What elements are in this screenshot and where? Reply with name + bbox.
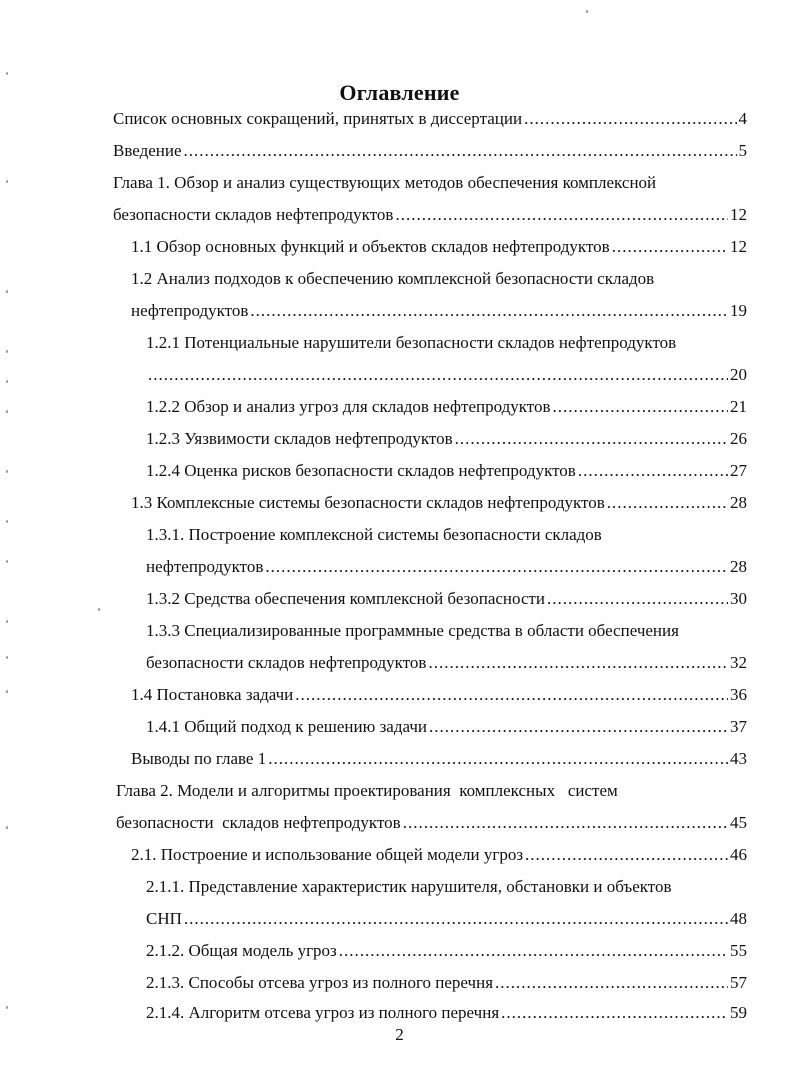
- toc-leader-dots: [501, 1002, 728, 1024]
- toc-leader-dots: [148, 364, 728, 386]
- toc-leader-dots: [428, 652, 728, 674]
- toc-entry: [131, 268, 747, 290]
- toc-entry-text: Список основных сокращений, принятых в диссертации: [113, 109, 523, 128]
- toc-entry-text: 2.1.4. Алгоритм отсева угроз из полного перечня: [146, 1003, 500, 1022]
- toc-entry-page: 27: [730, 461, 747, 480]
- toc-entry-page: 21: [730, 397, 747, 416]
- toc-entry-page: 48: [730, 909, 747, 928]
- scan-speck: [6, 410, 8, 413]
- toc-leader-dots: [429, 716, 728, 738]
- toc-entry: [146, 364, 747, 386]
- toc-entry-page: 43: [730, 749, 747, 768]
- toc-entry-page: 30: [730, 589, 747, 608]
- toc-leader-dots: [184, 140, 737, 162]
- toc-entry-page: 32: [730, 653, 747, 672]
- toc-leader-dots: [578, 460, 728, 482]
- toc-entry: [113, 140, 747, 162]
- toc-entry: [131, 844, 747, 866]
- toc-entry-text: 1.2 Анализ подходов к обеспечению комплексной безопасности складов: [131, 269, 655, 288]
- page-number: 2: [395, 1025, 404, 1044]
- toc-entry-text: 2.1.3. Способы отсева угроз из полного перечня: [146, 973, 494, 992]
- scan-speck: [98, 608, 100, 611]
- toc-leader-dots: [295, 684, 728, 706]
- toc-entry-text: 1.3.1. Построение комплексной системы безопасности складов: [146, 525, 602, 544]
- toc-leader-dots: [184, 908, 728, 930]
- toc-leader-dots: [524, 108, 736, 130]
- toc-entry: [146, 396, 747, 418]
- scan-speck: [6, 72, 8, 75]
- toc-entry: [146, 940, 747, 962]
- toc-entry: [116, 812, 747, 834]
- toc-leader-dots: [525, 844, 728, 866]
- toc-entry-text: Введение: [113, 141, 182, 160]
- toc-leader-dots: [547, 588, 728, 610]
- toc-entry-page: 36: [730, 685, 747, 704]
- toc-entry-page: 20: [730, 365, 747, 384]
- toc-entry-page: 12: [730, 237, 747, 256]
- toc-leader-dots: [455, 428, 728, 450]
- toc-entry-text: Выводы по главе 1: [131, 749, 267, 768]
- toc-entry-text: СНП: [146, 909, 182, 928]
- toc-entry-text: безопасности складов нефтепродуктов: [146, 653, 427, 672]
- toc-leader-dots: [607, 492, 728, 514]
- toc-entry: [146, 908, 747, 930]
- toc-entry: [146, 524, 747, 546]
- scan-speck: [6, 520, 8, 523]
- scan-speck: [6, 1006, 8, 1009]
- scan-speck: [6, 690, 8, 693]
- toc-leader-dots: [553, 396, 728, 418]
- scan-speck: [6, 620, 8, 623]
- toc-entry-text: 1.3.2 Средства обеспечения комплексной безопасности: [146, 589, 546, 608]
- toc-entry-page: 19: [730, 301, 747, 320]
- toc-entry: [146, 428, 747, 450]
- scan-speck: [6, 290, 8, 293]
- scan-speck: [586, 10, 588, 13]
- toc-entry: [146, 1002, 747, 1024]
- toc-entry-text: нефтепродуктов: [131, 301, 249, 320]
- toc-entry: [146, 972, 747, 994]
- toc-entry-page: 26: [730, 429, 747, 448]
- toc-entry: [146, 620, 747, 642]
- toc-entry: [146, 588, 747, 610]
- toc-leader-dots: [403, 812, 728, 834]
- toc-entry-text: нефтепродуктов: [146, 557, 264, 576]
- toc-entry-page: 5: [738, 141, 747, 160]
- toc-entry: [131, 492, 747, 514]
- toc-entry-text: безопасности складов нефтепродуктов: [113, 205, 394, 224]
- toc-entry: [146, 332, 747, 354]
- toc-leader-dots: [339, 940, 728, 962]
- toc-entry: [113, 204, 747, 226]
- toc-entry-text: безопасности складов нефтепродуктов: [116, 813, 401, 832]
- toc-entry-page: 59: [730, 1003, 747, 1022]
- toc-entry: [113, 108, 747, 130]
- toc-leader-dots: [612, 236, 728, 258]
- toc-entry: [131, 236, 747, 258]
- toc-entry: [146, 556, 747, 578]
- toc-entry-page: 55: [730, 941, 747, 960]
- toc-entry-text: 1.4 Постановка задачи: [131, 685, 294, 704]
- toc-entry-text: 1.1 Обзор основных функций и объектов складов нефтепродуктов: [131, 237, 610, 256]
- toc-entry-text: 1.2.2 Обзор и анализ угроз для складов нефтепродуктов: [146, 397, 551, 416]
- scan-speck: [6, 380, 8, 383]
- toc-entry-page: 57: [730, 973, 747, 992]
- toc-leader-dots: [268, 748, 728, 770]
- toc-entry: [146, 652, 747, 674]
- toc-entry-page: 45: [730, 813, 747, 832]
- toc-entry: [131, 684, 747, 706]
- toc-entry: [113, 172, 747, 194]
- toc-leader-dots: [495, 972, 728, 994]
- toc-entry: [146, 716, 747, 738]
- toc-entry-text: Глава 1. Обзор и анализ существующих методов обеспечения комплексной: [113, 173, 657, 192]
- toc-entry: [146, 876, 747, 898]
- toc-entry-text: 1.2.4 Оценка рисков безопасности складов нефтепродуктов: [146, 461, 576, 480]
- toc-entry: [131, 300, 747, 322]
- scan-speck: [6, 656, 8, 659]
- scan-speck: [6, 180, 8, 183]
- toc-entry-text: 2.1. Построение и использование общей модели угроз: [131, 845, 524, 864]
- toc-entry-page: 37: [730, 717, 747, 736]
- toc-entry: [131, 748, 747, 770]
- toc-entry: [116, 780, 747, 802]
- toc-entry-text: 1.2.3 Уязвимости складов нефтепродуктов: [146, 429, 453, 448]
- scan-speck: [6, 350, 8, 353]
- toc-entry: [146, 460, 747, 482]
- toc-entry-text: 1.2.1 Потенциальные нарушители безопасности складов нефтепродуктов: [146, 333, 677, 352]
- page-title: Оглавление: [339, 80, 460, 105]
- toc-entry-text: 1.3 Комплексные системы безопасности складов нефтепродуктов: [131, 493, 605, 512]
- scan-speck: [6, 560, 8, 563]
- toc-leader-dots: [265, 556, 728, 578]
- toc-entry-page: 28: [730, 557, 747, 576]
- toc-entry-text: 2.1.2. Общая модель угроз: [146, 941, 337, 960]
- toc-entry-text: 1.3.3 Специализированные программные средства в области обеспечения: [146, 621, 679, 640]
- toc-entry-page: 4: [738, 109, 747, 128]
- toc-entry-text: Глава 2. Модели и алгоритмы проектирования комплексных систем: [116, 781, 618, 800]
- toc-entry-page: 46: [730, 845, 747, 864]
- toc-entry-text: 1.4.1 Общий подход к решению задачи: [146, 717, 427, 736]
- toc-leader-dots: [250, 300, 728, 322]
- toc-entry-page: 12: [730, 205, 747, 224]
- toc-entry-text: 2.1.1. Представление характеристик нарушителя, обстановки и объектов: [146, 877, 672, 896]
- toc-entry-page: 28: [730, 493, 747, 512]
- scan-speck: [6, 470, 8, 473]
- toc-leader-dots: [395, 204, 728, 226]
- scan-speck: [6, 826, 8, 829]
